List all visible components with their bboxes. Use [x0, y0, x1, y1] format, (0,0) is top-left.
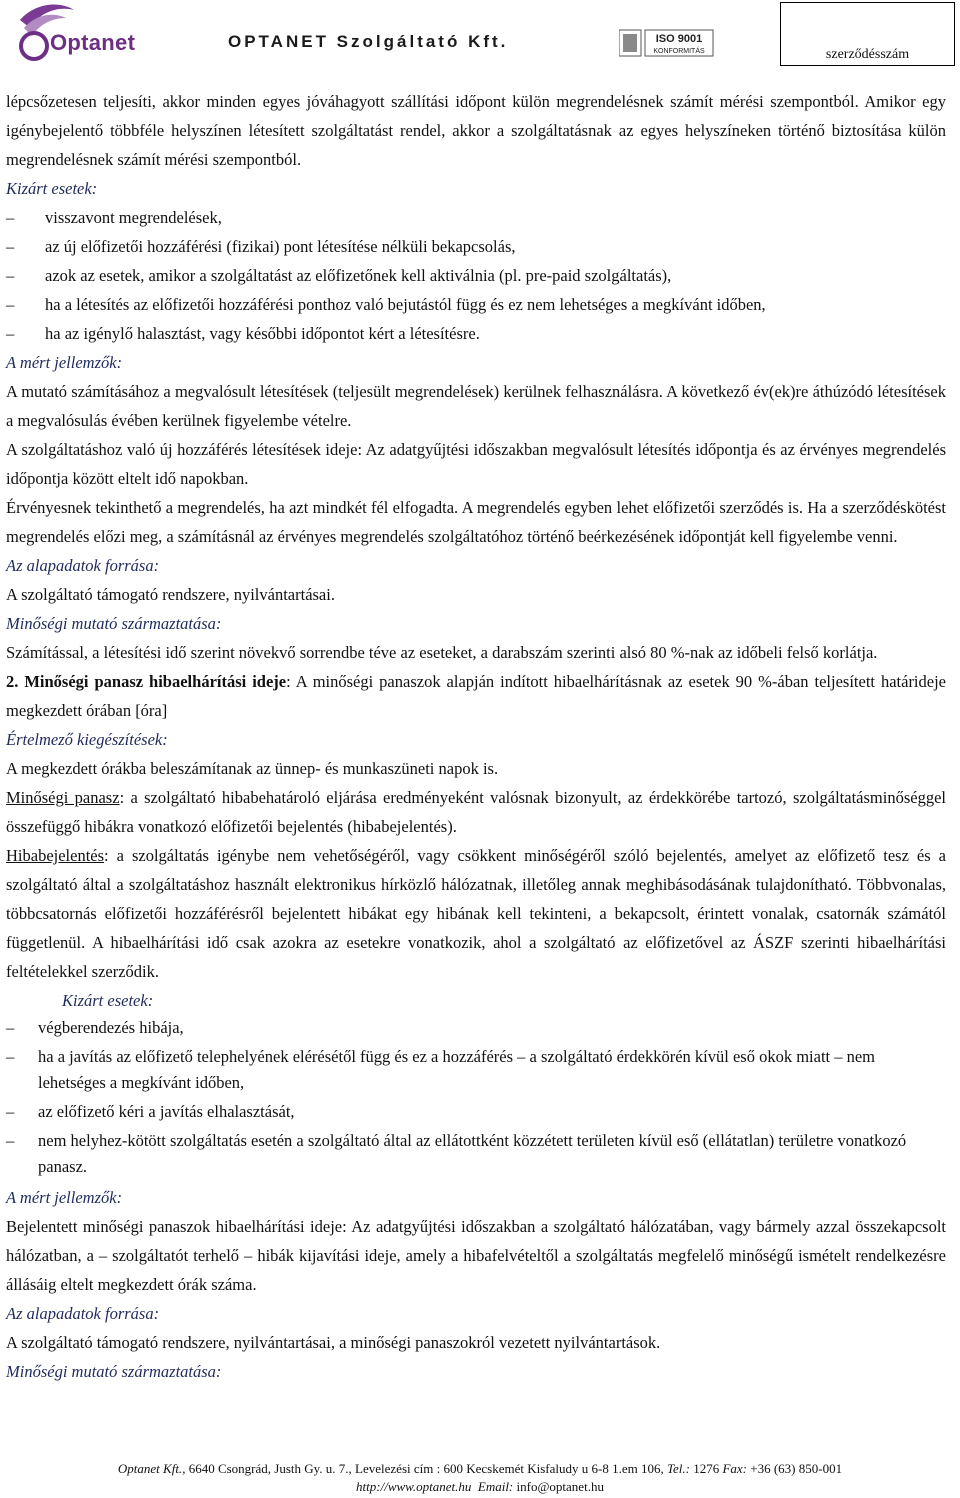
paragraph: A szolgáltatáshoz való új hozzáférés létesítések ideje: Az adatgyűjtési időszakban megvalósult létesítés időpontja és az érvényes megrendelés időpontja között eltelt idő napokban.: [6, 440, 946, 488]
footer-company: Optanet Kft.: [117, 1461, 183, 1476]
list-item: – nem helyhez-kötött szolgáltatás esetén a szolgáltató által az ellátottként közzétett területen kívül eső (ellátatlan) területre vonatkozó panasz.: [6, 1128, 946, 1180]
contract-number-label: szerződésszám: [825, 47, 910, 62]
definition-quality-complaint: [6, 783, 946, 841]
footer-tel-label: Tel.:: [666, 1461, 690, 1476]
section-heading-excluded: Kizárt esetek:: [6, 179, 98, 198]
footer-email-label: Email:: [477, 1479, 514, 1494]
definition-text: : a szolgáltatás igénybe nem vehetőségéről, vagy csökkent minőségéről szóló bejelentés, amelyet az előfizető tesz és a szolgáltató által a szolgáltatáshoz használt elektronikus hírközlő hálózatnak, illetőleg annak meghibásodásának tulajdonítható. Többvonalas, többcsatornás előfizetői hozzáférésről bejelentett hibákat egy hibának kell tekinteni, a bekapcsolt, érintett vonalak, csatornák számától függetlenül. A hibaelhárítási idő csak azokra az esetekre vonatkozik, ahol a szolgáltató az előfizetővel az ÁSZF szerinti hibaelhárítási feltételekkel szerződik.: [6, 846, 946, 981]
footer-address: , 6640 Csongrád, Justh Gy. u. 7., Levelezési cím : 600 Kecskemét Kisfaludy u 6-8 1.em 106,: [182, 1461, 667, 1476]
section-heading-measured: A mért jellemzők:: [6, 353, 123, 372]
footer-fax-label: Fax:: [722, 1461, 747, 1476]
paragraph: Érvényesnek tekinthető a megrendelés, ha azt mindkét fél elfogadta. A megrendelés egyben lehet előfizetői szerződés is. Ha a szerződéskötést megrendelés előzi meg, a számításnál az érvényes megrendelés szolgáltatóhoz történő beérkezésének időpontját kell figyelembe venni.: [6, 498, 946, 546]
list-item: – az előfizető kéri a javítás elhalasztását,: [6, 1099, 946, 1125]
section-heading-derivation: Minőségi mutató származtatása:: [6, 1362, 222, 1381]
list-item: – visszavont megrendelések,: [6, 203, 946, 232]
section-heading-source: Az alapadatok forrása:: [6, 556, 160, 575]
contract-number-box: [780, 2, 955, 66]
definition-text: : a szolgáltató hibabehatároló eljárása eredményeként valósnak bizonyult, az érdekkörébe tartozó, szolgáltatásminőséggel összefüggő hibákra vonatkozó előfizetői bejelentés (hibabejelentés).: [6, 788, 946, 836]
document-body: [6, 87, 946, 1386]
definition-fault-report: [6, 841, 946, 986]
paragraph: A megkezdett órákba beleszámítanak az ünnep- és munkaszüneti napok is.: [6, 759, 499, 778]
excluded-cases-list: [6, 203, 946, 348]
indicator-2-definition: [6, 667, 946, 725]
list-item: – ha a javítás az előfizető telephelyének elérésétől függ és ez a hozzáférés – a szolgáltató érdekkörén kívül eső okok miatt – nem lehetséges a megkívánt időben,: [6, 1044, 946, 1096]
list-item: – ha a létesítés az előfizetői hozzáférési ponthoz való bejutástól függ és ez nem lehetséges a megkívánt időben,: [6, 290, 946, 319]
page-header: [0, 0, 960, 80]
iso-line2: KONFORMITÁS: [653, 48, 705, 55]
footer-tel: 1276: [689, 1461, 723, 1476]
section-heading-source: Az alapadatok forrása:: [6, 1304, 160, 1323]
excluded-cases-list: [6, 1015, 946, 1180]
paragraph: A mutató számításához a megvalósult létesítések (teljesült megrendelések) kerülnek felhasználásra. A következő év(ek)re áthúzódó létesítések a megvalósulás évében kerülnek figyelembe vételre.: [6, 382, 946, 430]
optanet-logo: [14, 2, 136, 70]
section-heading-measured: A mért jellemzők:: [6, 1188, 123, 1207]
indicator-2-title: 2. Minőségi panasz hibaelhárítási ideje: [6, 672, 287, 691]
iso-certification-badge: [619, 28, 715, 62]
footer-address-line: [0, 1460, 960, 1478]
section-heading-excluded: Kizárt esetek:: [62, 991, 154, 1010]
list-item: – végberendezés hibája,: [6, 1015, 946, 1041]
indicator-2-text: : A minőségi panaszok alapján indított hibaelhárításnak az esetek 90 %-ában teljesített határideje megkezdett órában [óra]: [6, 672, 946, 720]
footer-website-link[interactable]: http://www.optanet.hu: [356, 1479, 472, 1494]
paragraph: A szolgáltató támogató rendszere, nyilvántartásai.: [6, 585, 335, 604]
company-title: OPTANET Szolgáltató Kft.: [228, 32, 509, 51]
footer-email-link[interactable]: info@optanet.hu: [513, 1479, 604, 1494]
footer-fax: +36 (63) 850-001: [747, 1461, 843, 1476]
footer-contact-line: [0, 1478, 960, 1496]
section-heading-derivation: Minőségi mutató származtatása:: [6, 614, 222, 633]
page-footer: [0, 1460, 960, 1496]
term-fault-report: Hibabejelentés: [6, 846, 105, 865]
section-heading-interpretation: Értelmező kiegészítések:: [6, 730, 168, 749]
iso-line1: ISO 9001: [655, 33, 703, 45]
list-item: – ha az igénylő halasztást, vagy későbbi időpontot kért a létesítésre.: [6, 319, 946, 348]
list-item: – azok az esetek, amikor a szolgáltatást az előfizetőnek kell aktiválnia (pl. pre-paid szolgáltatás),: [6, 261, 946, 290]
logo-text: Optanet: [50, 30, 136, 55]
paragraph: Bejelentett minőségi panaszok hibaelhárítási ideje: Az adatgyűjtési időszakban a szolgáltató hálózatában, vagy bármely azzal összekapcsolt hálózatban, a – szolgáltatót terhelő – hibák kijavítási ideje, amely a hibafelvételtől a szolgáltatás megfelelő minőségű ismételt rendelkezésre állásáig eltelt megkezdett órák száma.: [6, 1217, 946, 1294]
paragraph: lépcsőzetesen teljesíti, akkor minden egyes jóváhagyott szállítási időpont külön megrendelésnek számít mérési szempontból. Amikor egy igénybejelentő többféle helyszínen létesített szolgáltatást rendel, akkor a szolgáltatásnak az egyes helyszíneken történő biztosítása külön megrendelésnek számít mérési szempontból.: [6, 92, 946, 169]
paragraph: Számítással, a létesítési idő szerint növekvő sorrendbe téve az eseteket, a darabszám szerinti alsó 80 %-nak az időbeli felső korlátja.: [6, 643, 878, 662]
term-quality-complaint: Minőségi panasz: [6, 788, 120, 807]
list-item: – az új előfizetői hozzáférési (fizikai) pont létesítése nélküli bekapcsolás,: [6, 232, 946, 261]
paragraph: A szolgáltató támogató rendszere, nyilvántartásai, a minőségi panaszokról vezetett nyilvántartások.: [6, 1333, 661, 1352]
